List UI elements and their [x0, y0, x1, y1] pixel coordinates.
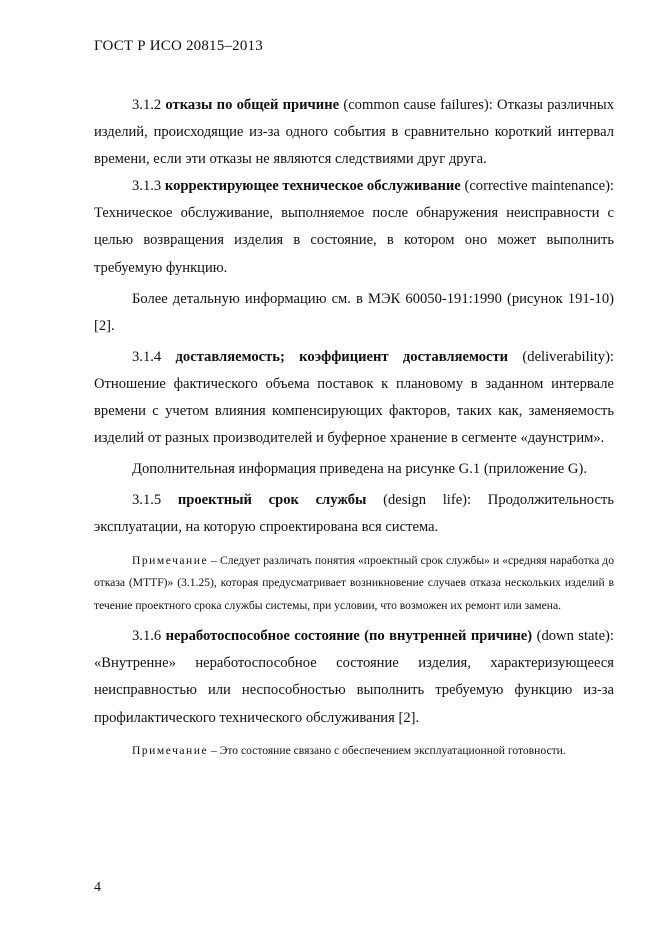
term-english: (down state): [536, 628, 614, 645]
document-body [94, 92, 614, 768]
term: корректирующее техническое обслуживание [164, 178, 461, 195]
note-label: Примечание [132, 553, 209, 567]
definition-3-1-5 [94, 487, 614, 541]
definition-text: Продолжительность эксплуатации, на которую спроектирована вся система. [94, 492, 614, 536]
definition-text: Отказы различных изделий, происходящие из-за одного события в сравнительно короткий интервал времени, если эти отказы не являются следствиями друг друга. [94, 97, 614, 168]
more-info-paragraph: Дополнительная информация приведена на рисунке G.1 (приложение G). [132, 461, 587, 478]
definition-3-1-4 [94, 344, 614, 452]
term: проектный срок службы [177, 492, 367, 509]
definition-text: «Внутренне» неработоспособное состояние изделия, характеризующееся неисправностью или неспособностью выполнить требуемую функцию из-за профилактического технического обслуживания [2]. [94, 655, 614, 726]
definition-3-1-3 [94, 173, 614, 281]
page-number: 4 [94, 880, 101, 895]
more-info-paragraph: Более детальную информацию см. в МЭК 60050-191:1990 (рисунок 191-10) [2]. [94, 290, 614, 334]
note-3-1-6 [94, 740, 614, 763]
note-label: Примечание [132, 743, 209, 757]
term: доставляемость; коэффициент доставляемости [175, 348, 509, 365]
section-number: 3.1.3 [132, 178, 162, 195]
section-number: 3.1.2 [132, 97, 162, 113]
section-number: 3.1.6 [132, 628, 162, 645]
section-number: 3.1.5 [132, 492, 162, 509]
note-text: – Это состояние связано с обеспечением эксплуатационной готовности. [211, 743, 566, 757]
term: отказы по общей причине [165, 97, 340, 113]
definition-text: Техническое обслуживание, выполняемое после обнаружения неисправности с целью возвращения изделия в состояние, в котором оно может выполнить требуемую функцию. [94, 205, 614, 276]
document-header: ГОСТ Р ИСО 20815–2013 [94, 38, 263, 54]
definition-3-1-6 [94, 623, 614, 731]
note-3-1-5 [94, 550, 614, 618]
term-english: (common cause failures): [343, 97, 493, 113]
term-english: (deliverability): [522, 348, 614, 365]
term-english: (design life): [383, 492, 472, 509]
term: неработоспособное состояние (по внутренней причине) [165, 628, 533, 645]
definition-text: Отношение фактического объема поставок к плановому в заданном интервале времени с учетом влияния компенсирующих факторов, таких как, заменяемость изделий от разных производителей и буферное хранение в сегменте «даунстрим». [94, 375, 614, 447]
section-number: 3.1.4 [132, 348, 162, 365]
note-text: – Следует различать понятия «проектный срок службы» и «средняя наработка до отказа (MTTF)» (3.1.25), которая предусматривает возникновение случаев отказа нескольких изделий в течение проектного срока службы системы, при условии, что возможен их ремонт или замена. [94, 553, 614, 612]
term-english: (corrective maintenance): [464, 178, 614, 195]
definition-3-1-2 [94, 92, 614, 173]
